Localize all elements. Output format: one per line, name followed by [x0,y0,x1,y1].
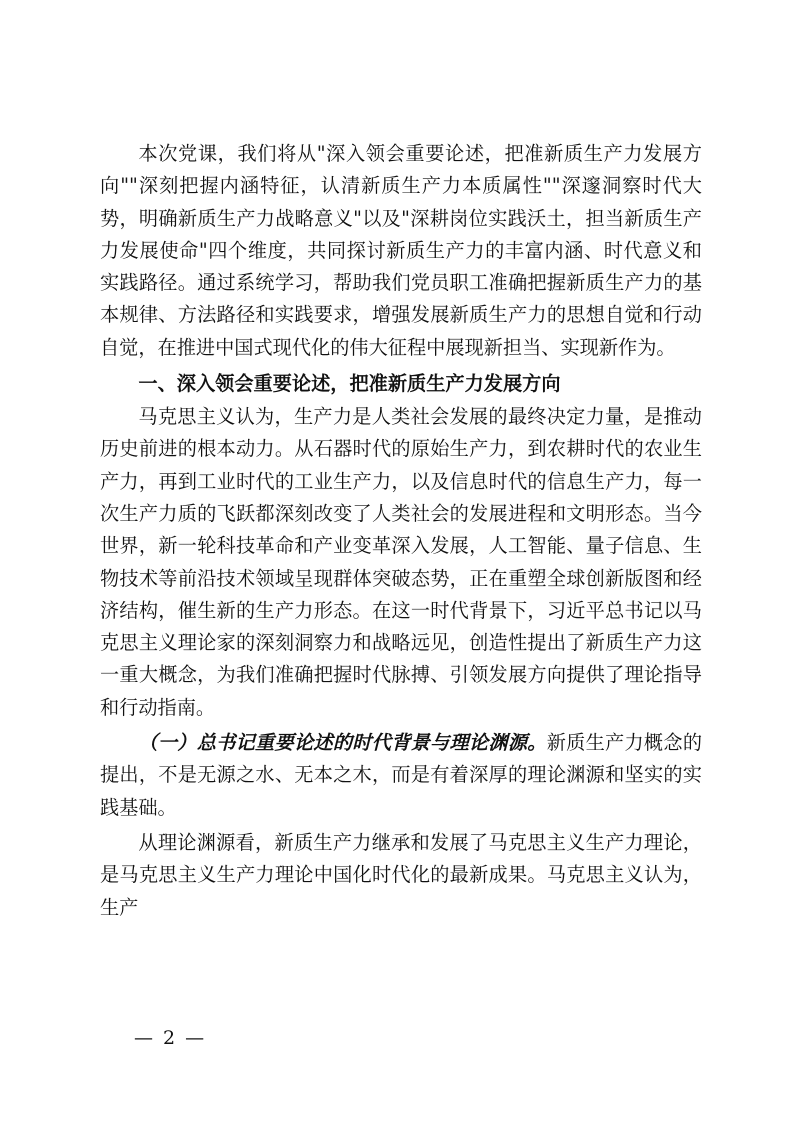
body-paragraph-theory: 从理论渊源看，新质生产力继承和发展了马克思主义生产力理论，是马克思主义生产力理论中国化时代化的最新成果。马克思主义认为，生产 [100,830,702,919]
intro-paragraph: 本次党课，我们将从"深入领会重要论述，把准新质生产力发展方向""深刻把握内涵特征，认清新质生产力本质属性""深邃洞察时代大势，明确新质生产力战略意义"以及"深耕岗位实践沃土，担当新质生产力发展使命"四个维度，共同探讨新质生产力的丰富内涵、时代意义和实践路径。通过系统学习，帮助我们党员职工准确把握新质生产力的基本规律、方法路径和实践要求，增强发展新质生产力的思想自觉和行动自觉，在推进中国式现代化的伟大征程中展现新担当、实现新作为。 [100,142,702,359]
document-body [100,138,702,924]
body-paragraph-productivity: 马克思主义认为，生产力是人类社会发展的最终决定力量，是推动历史前进的根本动力。从石器时代的原始生产力，到农耕时代的农业生产力，再到工业时代的工业生产力，以及信息时代的信息生产力，每一次生产力质的飞跃都深刻改变了人类社会的发展进程和文明形态。当今世界，新一轮科技革命和产业变革深入发展，人工智能、量子信息、生物技术等前沿技术领域呈现群体突破态势，正在重塑全球创新版图和经济结构，催生新的生产力形态。在这一时代背景下，习近平总书记以马克思主义理论家的深刻洞察力和战略远见，创造性提出了新质生产力这一重大概念，为我们准确把握时代脉搏、引领发展方向提供了理论指导和行动指南。 [100,405,702,719]
page-number: — 2 — [134,1027,207,1049]
section-heading: 一、深入领会重要论述，把准新质生产力发展方向 [138,372,561,396]
subsection-body: 新质生产力概念的提出，不是无源之水、无本之木，而是有着深厚的理论渊源和坚实的实践基础。 [100,731,703,819]
subsection-paragraph [100,727,702,824]
subsection-heading: （一）总书记重要论述的时代背景与理论渊源。 [138,731,547,755]
